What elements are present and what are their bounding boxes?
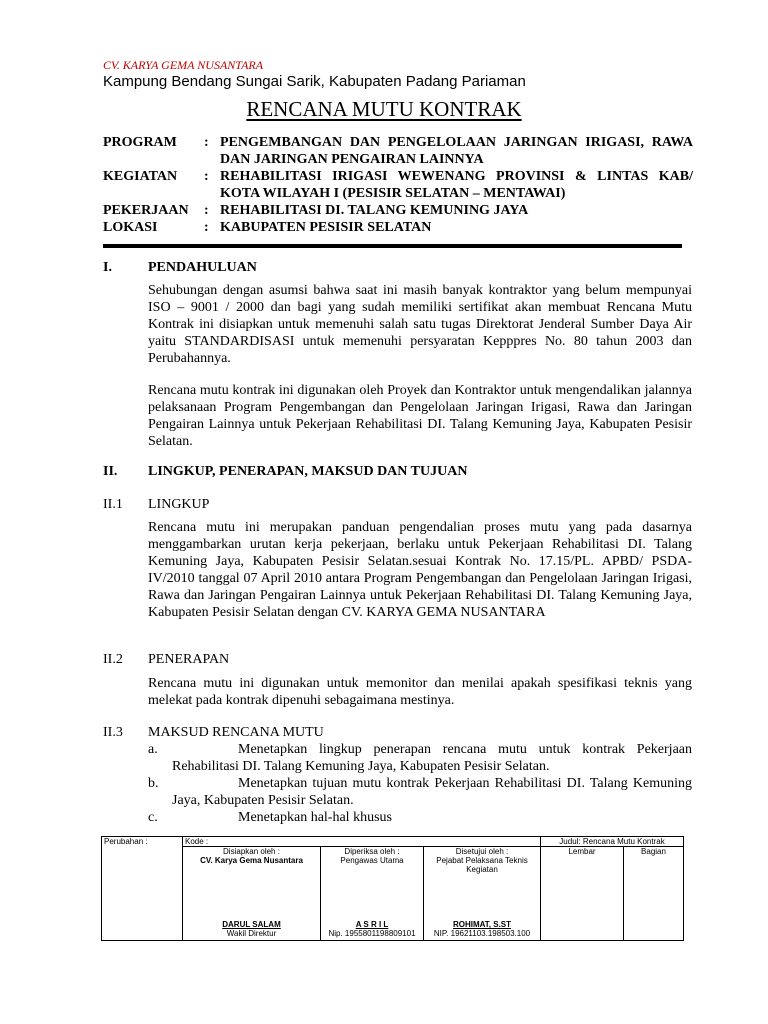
intro-paragraph-2: Rencana mutu kontrak ini digunakan oleh Proyek dan Kontraktor untuk mengendalikan jalannya pelaksanaan Program Pengembangan dan Pengelolaan Jaringan Irigasi, Rawa dan Jaringan Pengairan Lainnya untuk Pekerjaan Rehabilitasi DI. Talang Kemuning Jaya, Kabupaten Pesisir Selatan. <box>148 383 692 449</box>
perubahan-cell <box>102 837 183 941</box>
info-colon: : <box>204 203 209 218</box>
list-text: Menetapkan lingkup penerapan rencana mutu untuk kontrak Pekerjaan Rehabilitasi DI. Talang Kemuning Jaya, Kabupaten Pesisir Selatan. <box>172 742 692 774</box>
approval-table <box>101 836 684 941</box>
info-value: KABUPATEN PESISIR SELATAN <box>220 220 432 235</box>
list-item <box>148 741 692 775</box>
info-row-pekerjaan <box>103 202 693 219</box>
info-colon: : <box>204 135 209 150</box>
info-row-lokasi <box>103 219 693 236</box>
info-row-kegiatan <box>103 168 693 202</box>
subsection-title: MAKSUD RENCANA MUTU <box>148 725 324 740</box>
section-number: II. <box>103 464 118 479</box>
section-title: PENDAHULUAN <box>148 260 257 275</box>
header-divider <box>103 244 682 248</box>
lingkup-paragraph: Rencana mutu ini merupakan panduan pengendalian proses mutu yang pada dasarnya menggambarkan urutan kerja pekerjaan, berlaku untuk Pekerjaan Rehabilitasi DI. Talang Kemuning Jaya, Kabupaten Pesisir Selatan.sesuai Kontrak No. 17.15/PL. APBD/ PSDA- IV/2010 tanggal 07 April 2010 antara Program Pengembangan dan Pengelolaan Jaringan Irigasi, Rawa dan Jaringan Pengairan Lainnya untuk Pekerjaan Rehabilitasi DI. Talang Kemuning Jaya, Kabupaten Pesisir Selatan dengan CV. KARYA GEMA NUSANTARA <box>148 520 692 620</box>
company-address: Kampung Bendang Sungai Sarik, Kabupaten Padang Pariaman <box>103 73 526 90</box>
judul-label: Judul: Rencana Mutu Kontrak <box>559 837 665 846</box>
subsection-number: II.2 <box>103 652 123 667</box>
section-title: LINGKUP, PENERAPAN, MAKSUD DAN TUJUAN <box>148 464 468 479</box>
lembar-label: Lembar <box>568 847 596 856</box>
subsection-number: II.3 <box>103 725 123 740</box>
list-text: Menetapkan tujuan mutu kontrak Pekerjaan Rehabilitasi DI. Talang Kemuning Jaya, Kabupaten Pesisir Selatan. <box>172 776 692 808</box>
diperiksa-label: Diperiksa oleh : <box>344 847 400 856</box>
judul-cell <box>541 837 684 847</box>
project-info-block <box>103 134 693 236</box>
info-label: PROGRAM <box>103 135 177 150</box>
list-letter: a. <box>148 742 158 757</box>
disetujui-signatory: ROHIMAT, S.ST <box>452 920 512 929</box>
disetujui-nip: NIP. 19621103.198503.100 <box>433 929 531 938</box>
info-value: REHABILITASI IRIGASI WEWENANG PROVINSI & LINTAS KAB/ KOTA WILAYAH I (PESISIR SELATAN – MENTAWAI) <box>220 169 693 201</box>
info-label: LOKASI <box>103 220 158 235</box>
company-name: CV. KARYA GEMA NUSANTARA <box>103 58 264 72</box>
subsection-number: II.1 <box>103 497 123 512</box>
diperiksa-nip: Nip. 1955801198809101 <box>328 929 416 938</box>
info-value: REHABILITASI DI. TALANG KEMUNING JAYA <box>220 203 529 218</box>
disetujui-label: Disetujui oleh : <box>455 847 509 856</box>
list-text: Menetapkan hal-hal khusus <box>238 810 392 825</box>
bagian-label: Bagian <box>641 847 666 856</box>
list-item <box>148 775 692 809</box>
list-letter: c. <box>148 810 158 825</box>
penerapan-paragraph: Rencana mutu ini digunakan untuk memonitor dan menilai apakah spesifikasi teknis yang melekat pada kontrak dipenuhi sebagaimana mestinya. <box>148 676 692 708</box>
disiapkan-role: Wakil Direktur <box>226 929 277 938</box>
diperiksa-org: Pengawas Utama <box>340 856 404 865</box>
subsection-title: LINGKUP <box>148 497 210 512</box>
kode-cell <box>183 837 541 847</box>
info-colon: : <box>204 220 209 235</box>
disetujui-org: Pejabat Pelaksana Teknis Kegiatan <box>436 856 528 874</box>
info-label: KEGIATAN <box>103 169 178 184</box>
info-row-program <box>103 134 693 168</box>
document-title: RENCANA MUTU KONTRAK <box>246 97 522 121</box>
diperiksa-signatory: A S R I L <box>355 920 389 929</box>
intro-paragraph-1: Sehubungan dengan asumsi bahwa saat ini masih banyak kontraktor yang belum mempunyai ISO – 9001 / 2000 dan bagi yang sudah memiliki sertifikat akan membuat Rencana Mutu Kontrak ini disiapkan untuk memenuhi salah satu tugas Direktorat Jenderal Sumber Daya Air yaitu STANDARDISASI untuk memenuhi persyaratan Kepppres No. 80 tahun 2003 dan Perubahannya. <box>148 283 692 366</box>
subsection-title: PENERAPAN <box>148 652 230 667</box>
bagian-cell <box>624 847 684 941</box>
disiapkan-signatory: DARUL SALAM <box>222 920 281 929</box>
disiapkan-cell <box>183 847 321 941</box>
diperiksa-cell <box>321 847 424 941</box>
disetujui-cell <box>424 847 541 941</box>
kode-label: Kode : <box>185 837 209 846</box>
list-letter: b. <box>148 776 159 791</box>
info-value: PENGEMBANGAN DAN PENGELOLAAN JARINGAN IRIGASI, RAWA DAN JARINGAN PENGAIRAN LAINNYA <box>220 135 693 167</box>
info-colon: : <box>204 169 209 184</box>
perubahan-label: Perubahan : <box>104 837 148 846</box>
info-label: PEKERJAAN <box>103 203 189 218</box>
list-item <box>148 809 692 826</box>
section-number: I. <box>103 260 112 275</box>
disiapkan-org: CV. Karya Gema Nusantara <box>200 856 303 865</box>
lembar-cell <box>541 847 624 941</box>
disiapkan-label: Disiapkan oleh : <box>223 847 280 856</box>
